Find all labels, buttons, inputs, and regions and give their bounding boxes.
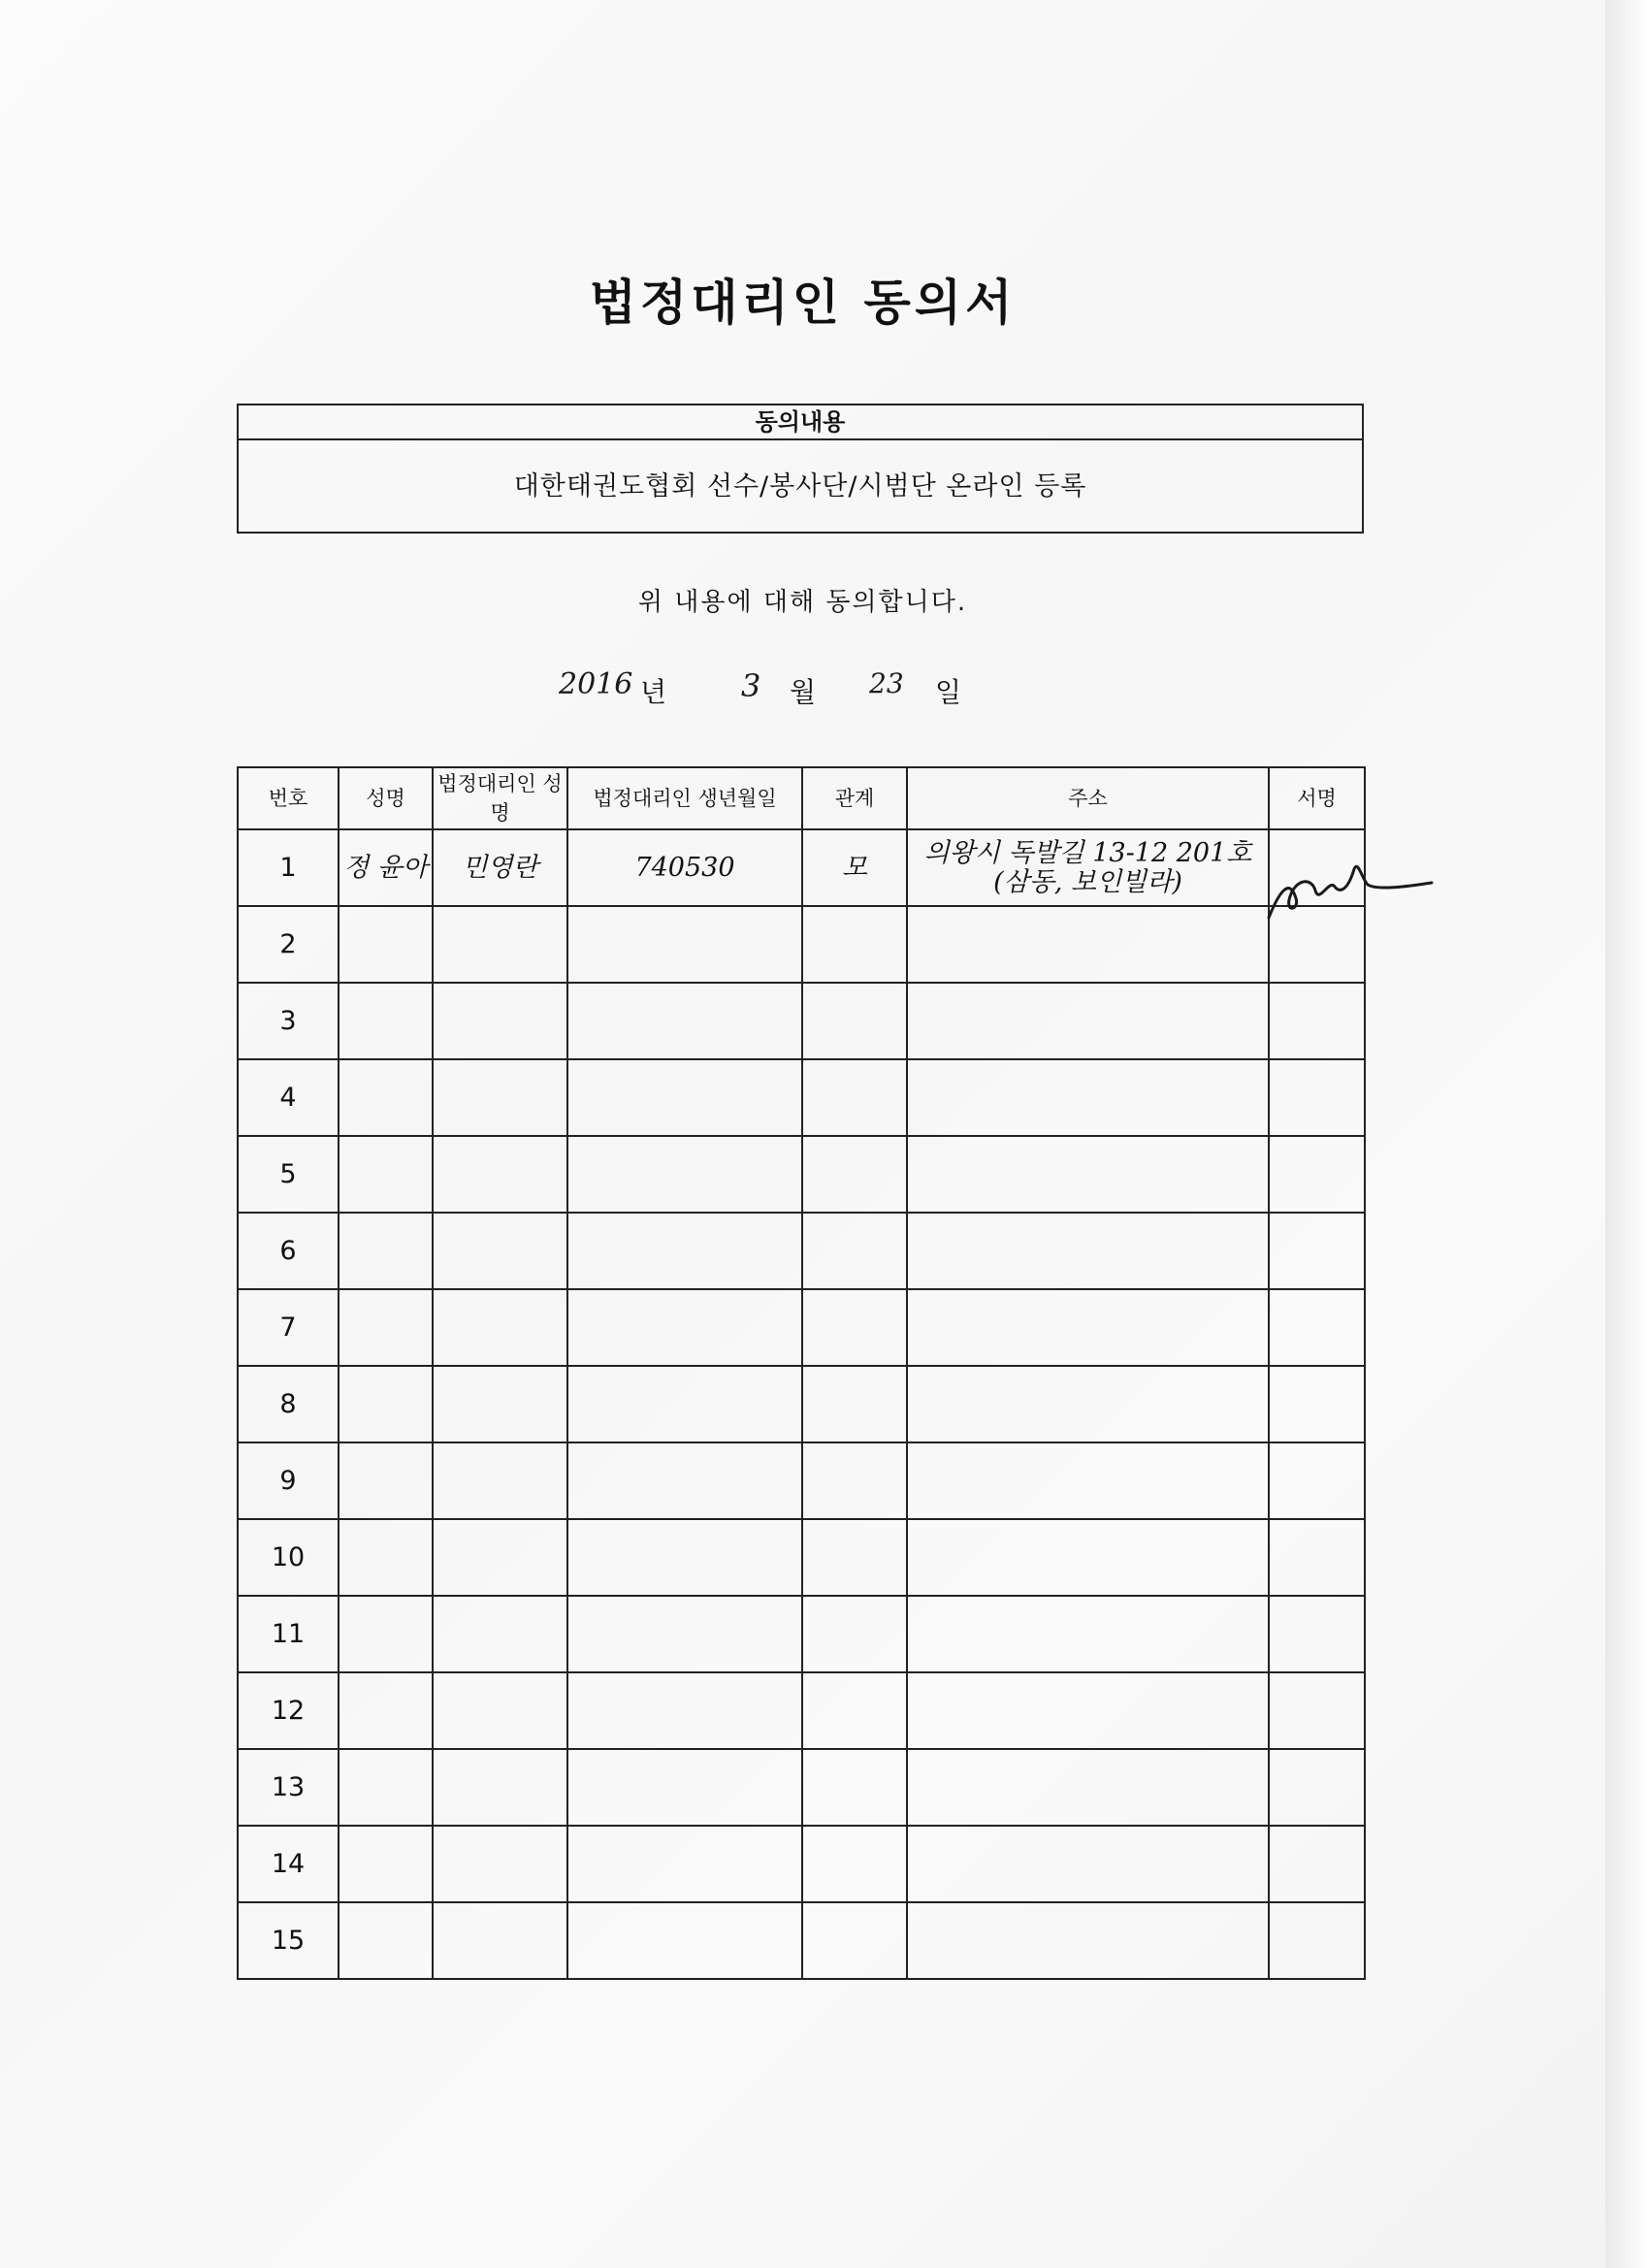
cell-guardian-birth xyxy=(567,1672,802,1749)
table-body xyxy=(238,829,1365,1979)
cell-number: 3 xyxy=(238,983,339,1059)
cell-number: 13 xyxy=(238,1749,339,1826)
table-row xyxy=(238,829,1365,906)
table-row xyxy=(238,1826,1365,1902)
cell-name xyxy=(339,1059,433,1136)
cell-address: 의왕시 독발길 13-12 201호 (삼동, 보인빌라) xyxy=(907,829,1269,906)
consent-heading: 동의내용 xyxy=(239,405,1362,440)
cell-address xyxy=(907,1442,1269,1519)
cell-guardian-birth xyxy=(567,1136,802,1213)
date-year-value: 2016 xyxy=(559,667,633,701)
cell-name xyxy=(339,1213,433,1289)
cell-guardian-birth xyxy=(567,983,802,1059)
header-relation: 관계 xyxy=(802,767,907,829)
cell-number: 8 xyxy=(238,1366,339,1442)
cell-number: 1 xyxy=(238,829,339,906)
cell-relation xyxy=(802,906,907,983)
cell-address xyxy=(907,1902,1269,1979)
cell-address xyxy=(907,1213,1269,1289)
table-row xyxy=(238,1213,1365,1289)
cell-address xyxy=(907,1519,1269,1596)
cell-signature xyxy=(1269,1442,1365,1519)
cell-guardian-birth xyxy=(567,1289,802,1366)
cell-relation xyxy=(802,1749,907,1826)
date-year-label: 년 xyxy=(640,676,667,708)
table-row xyxy=(238,1902,1365,1979)
cell-signature xyxy=(1269,1289,1365,1366)
consent-box xyxy=(237,404,1364,534)
cell-guardian-birth xyxy=(567,1519,802,1596)
cell-signature xyxy=(1269,1136,1365,1213)
cell-signature xyxy=(1269,1366,1365,1442)
table-row xyxy=(238,1749,1365,1826)
cell-name xyxy=(339,983,433,1059)
header-address: 주소 xyxy=(907,767,1269,829)
cell-guardian-birth xyxy=(567,1749,802,1826)
cell-number: 14 xyxy=(238,1826,339,1902)
table-row xyxy=(238,1519,1365,1596)
cell-number: 12 xyxy=(238,1672,339,1749)
cell-name xyxy=(339,1519,433,1596)
cell-name xyxy=(339,1289,433,1366)
cell-name xyxy=(339,1596,433,1672)
cell-name xyxy=(339,1749,433,1826)
cell-name xyxy=(339,1442,433,1519)
cell-signature xyxy=(1269,1213,1365,1289)
table-row xyxy=(238,1442,1365,1519)
table-row xyxy=(238,1596,1365,1672)
cell-address xyxy=(907,906,1269,983)
cell-guardian-name xyxy=(433,1749,567,1826)
cell-name xyxy=(339,1366,433,1442)
cell-relation xyxy=(802,1519,907,1596)
cell-guardian-name xyxy=(433,906,567,983)
header-signature: 서명 xyxy=(1269,767,1365,829)
cell-signature xyxy=(1269,983,1365,1059)
cell-guardian-name xyxy=(433,1442,567,1519)
cell-relation xyxy=(802,1596,907,1672)
cell-guardian-birth: 740530 xyxy=(567,829,802,906)
agreement-statement: 위 내용에 대해 동의합니다. xyxy=(637,588,968,617)
cell-guardian-name xyxy=(433,1519,567,1596)
table-header-row xyxy=(238,767,1365,829)
cell-guardian-name: 민영란 xyxy=(433,829,567,906)
cell-number: 4 xyxy=(238,1059,339,1136)
cell-guardian-name xyxy=(433,1596,567,1672)
cell-signature xyxy=(1269,1059,1365,1136)
cell-name xyxy=(339,906,433,983)
table-row xyxy=(238,1672,1365,1749)
table-row xyxy=(238,906,1365,983)
cell-guardian-name xyxy=(433,1826,567,1902)
cell-guardian-birth xyxy=(567,1213,802,1289)
cell-name xyxy=(339,1902,433,1979)
cell-number: 6 xyxy=(238,1213,339,1289)
cell-signature xyxy=(1269,1519,1365,1596)
document-title: 법정대리인 동의서 xyxy=(589,274,1017,331)
cell-guardian-name xyxy=(433,1902,567,1979)
cell-address xyxy=(907,1596,1269,1672)
cell-address xyxy=(907,1826,1269,1902)
cell-address xyxy=(907,1672,1269,1749)
header-guardian-name: 법정대리인 성명 xyxy=(433,767,567,829)
cell-number: 5 xyxy=(238,1136,339,1213)
cell-guardian-name xyxy=(433,1213,567,1289)
cell-signature xyxy=(1269,1826,1365,1902)
cell-guardian-name xyxy=(433,1059,567,1136)
cell-signature xyxy=(1269,1596,1365,1672)
signature-mark xyxy=(1261,850,1436,927)
date-month-label: 월 xyxy=(790,676,817,708)
cell-guardian-birth xyxy=(567,1442,802,1519)
cell-name: 정 윤아 xyxy=(339,829,433,906)
cell-guardian-name xyxy=(433,1672,567,1749)
cell-guardian-birth xyxy=(567,1059,802,1136)
header-guardian-birth: 법정대리인 생년월일 xyxy=(567,767,802,829)
registration-table xyxy=(237,766,1366,1980)
cell-guardian-birth xyxy=(567,1902,802,1979)
cell-number: 10 xyxy=(238,1519,339,1596)
cell-address xyxy=(907,1059,1269,1136)
cell-relation xyxy=(802,983,907,1059)
cell-number: 2 xyxy=(238,906,339,983)
cell-name xyxy=(339,1826,433,1902)
cell-guardian-birth xyxy=(567,1596,802,1672)
cell-relation xyxy=(802,1213,907,1289)
cell-guardian-name xyxy=(433,1136,567,1213)
cell-relation: 모 xyxy=(802,829,907,906)
cell-signature xyxy=(1269,1749,1365,1826)
cell-address xyxy=(907,1289,1269,1366)
table-row xyxy=(238,1366,1365,1442)
date-day-value: 23 xyxy=(869,667,904,699)
cell-guardian-name xyxy=(433,1289,567,1366)
table-row xyxy=(238,1059,1365,1136)
cell-number: 11 xyxy=(238,1596,339,1672)
cell-signature xyxy=(1269,1902,1365,1979)
cell-number: 9 xyxy=(238,1442,339,1519)
cell-relation xyxy=(802,1826,907,1902)
table-row xyxy=(238,983,1365,1059)
cell-guardian-name xyxy=(433,1366,567,1442)
header-number: 번호 xyxy=(238,767,339,829)
header-name: 성명 xyxy=(339,767,433,829)
scan-edge xyxy=(1605,0,1649,2268)
cell-address xyxy=(907,1749,1269,1826)
table-row xyxy=(238,1289,1365,1366)
cell-relation xyxy=(802,1902,907,1979)
cell-signature xyxy=(1269,1672,1365,1749)
cell-relation xyxy=(802,1289,907,1366)
date-day-label: 일 xyxy=(935,676,962,708)
cell-relation xyxy=(802,1366,907,1442)
cell-guardian-birth xyxy=(567,1826,802,1902)
cell-guardian-birth xyxy=(567,1366,802,1442)
cell-name xyxy=(339,1136,433,1213)
table-row xyxy=(238,1136,1365,1213)
cell-relation xyxy=(802,1136,907,1213)
date-row xyxy=(543,662,989,720)
cell-address xyxy=(907,1366,1269,1442)
cell-name xyxy=(339,1672,433,1749)
cell-relation xyxy=(802,1672,907,1749)
cell-number: 7 xyxy=(238,1289,339,1366)
consent-content: 대한태권도협회 선수/봉사단/시범단 온라인 등록 xyxy=(513,471,1087,502)
cell-relation xyxy=(802,1442,907,1519)
cell-address xyxy=(907,1136,1269,1213)
cell-guardian-name xyxy=(433,983,567,1059)
cell-relation xyxy=(802,1059,907,1136)
date-month-value: 3 xyxy=(741,667,761,704)
cell-number: 15 xyxy=(238,1902,339,1979)
cell-guardian-birth xyxy=(567,906,802,983)
cell-address xyxy=(907,983,1269,1059)
